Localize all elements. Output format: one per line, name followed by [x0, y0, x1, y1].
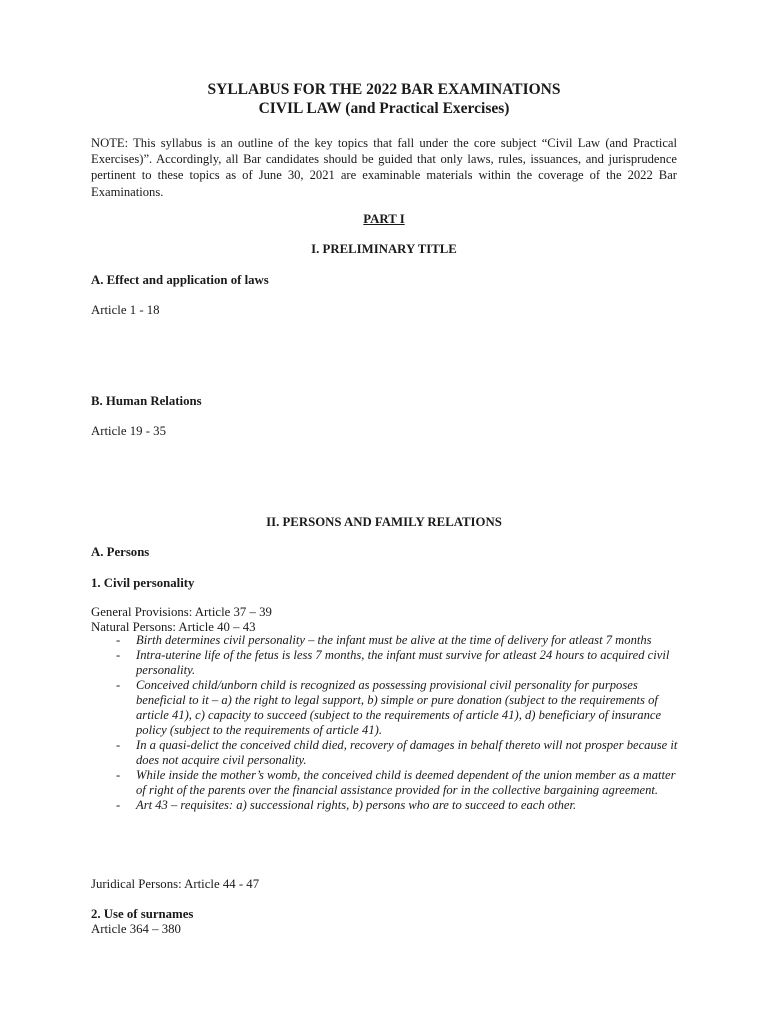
list-item	[91, 768, 681, 798]
list-item	[91, 798, 681, 813]
bullet-text: While inside the mother’s womb, the conceived child is deemed dependent of the union member as a matter of right of the parents over the financial assistance provided for in the collective bargaining agreement.	[136, 768, 676, 797]
section-title-preliminary: I. PRELIMINARY TITLE	[311, 242, 457, 256]
bullet-dash: -	[116, 738, 121, 752]
list-item	[91, 738, 681, 768]
list-item	[91, 633, 681, 648]
bullet-dash: -	[116, 678, 121, 692]
document-title-line-1: SYLLABUS FOR THE 2022 BAR EXAMINATIONS	[207, 81, 561, 98]
juridical-persons-line: Juridical Persons: Article 44 - 47	[91, 877, 260, 891]
bullet-text: Intra-uterine life of the fetus is less 7 months, the infant must survive for atleast 24 hours to acquired civil personality.	[136, 648, 670, 677]
bullet-dash: -	[116, 633, 121, 647]
document-title-line-2: CIVIL LAW (and Practical Exercises)	[258, 100, 510, 117]
list-item	[91, 648, 681, 678]
bullet-dash: -	[116, 768, 121, 782]
article-range-effect-application: Article 1 - 18	[91, 303, 160, 317]
natural-persons-line: Natural Persons: Article 40 – 43	[91, 620, 256, 634]
subheading-civil-personality: 1. Civil personality	[91, 576, 195, 590]
part-heading	[0, 211, 768, 227]
natural-persons-bullet-list	[91, 633, 681, 813]
bullet-text: In a quasi-delict the conceived child died, recovery of damages in behalf thereto will not prosper because it does not acquire civil personality.	[136, 738, 678, 767]
list-item	[91, 678, 681, 738]
part-label: PART I	[363, 212, 405, 226]
subheading-use-of-surnames: 2. Use of surnames	[91, 907, 194, 921]
bullet-text: Art 43 – requisites: a) successional rights, b) persons who are to succeed to each other.	[136, 798, 577, 812]
general-provisions-line: General Provisions: Article 37 – 39	[91, 605, 272, 619]
bullet-dash: -	[116, 648, 121, 662]
bullet-text: Birth determines civil personality – the infant must be alive at the time of delivery for atleast 7 months	[136, 633, 652, 647]
article-range-surnames: Article 364 – 380	[91, 922, 181, 936]
subheading-persons: A. Persons	[91, 545, 150, 559]
article-range-human-relations: Article 19 - 35	[91, 424, 166, 438]
subheading-human-relations: B. Human Relations	[91, 394, 202, 408]
section-title-persons-family: II. PERSONS AND FAMILY RELATIONS	[266, 515, 502, 529]
bullet-text: Conceived child/unborn child is recognized as possessing provisional civil personality for purposes beneficial to it – a) the right to legal support, b) simple or pure donation (subject to the requirements of article 41), c) capacity to succeed (subject to the requirements of article 41), d) beneficiary of insurance policy (subject to the requirements of article 41).	[136, 678, 662, 737]
subheading-effect-application: A. Effect and application of laws	[91, 273, 269, 287]
bullet-dash: -	[116, 798, 121, 812]
syllabus-note: NOTE: This syllabus is an outline of the key topics that fall under the core subject “Civil Law (and Practical Exercises)”. Accordingly, all Bar candidates should be guided that only laws, rules, issuances, and jurisprudence pertinent to these topics as of June 30, 2021 are examinable materials within the coverage of the 2022 Bar Examinations.	[91, 136, 677, 199]
